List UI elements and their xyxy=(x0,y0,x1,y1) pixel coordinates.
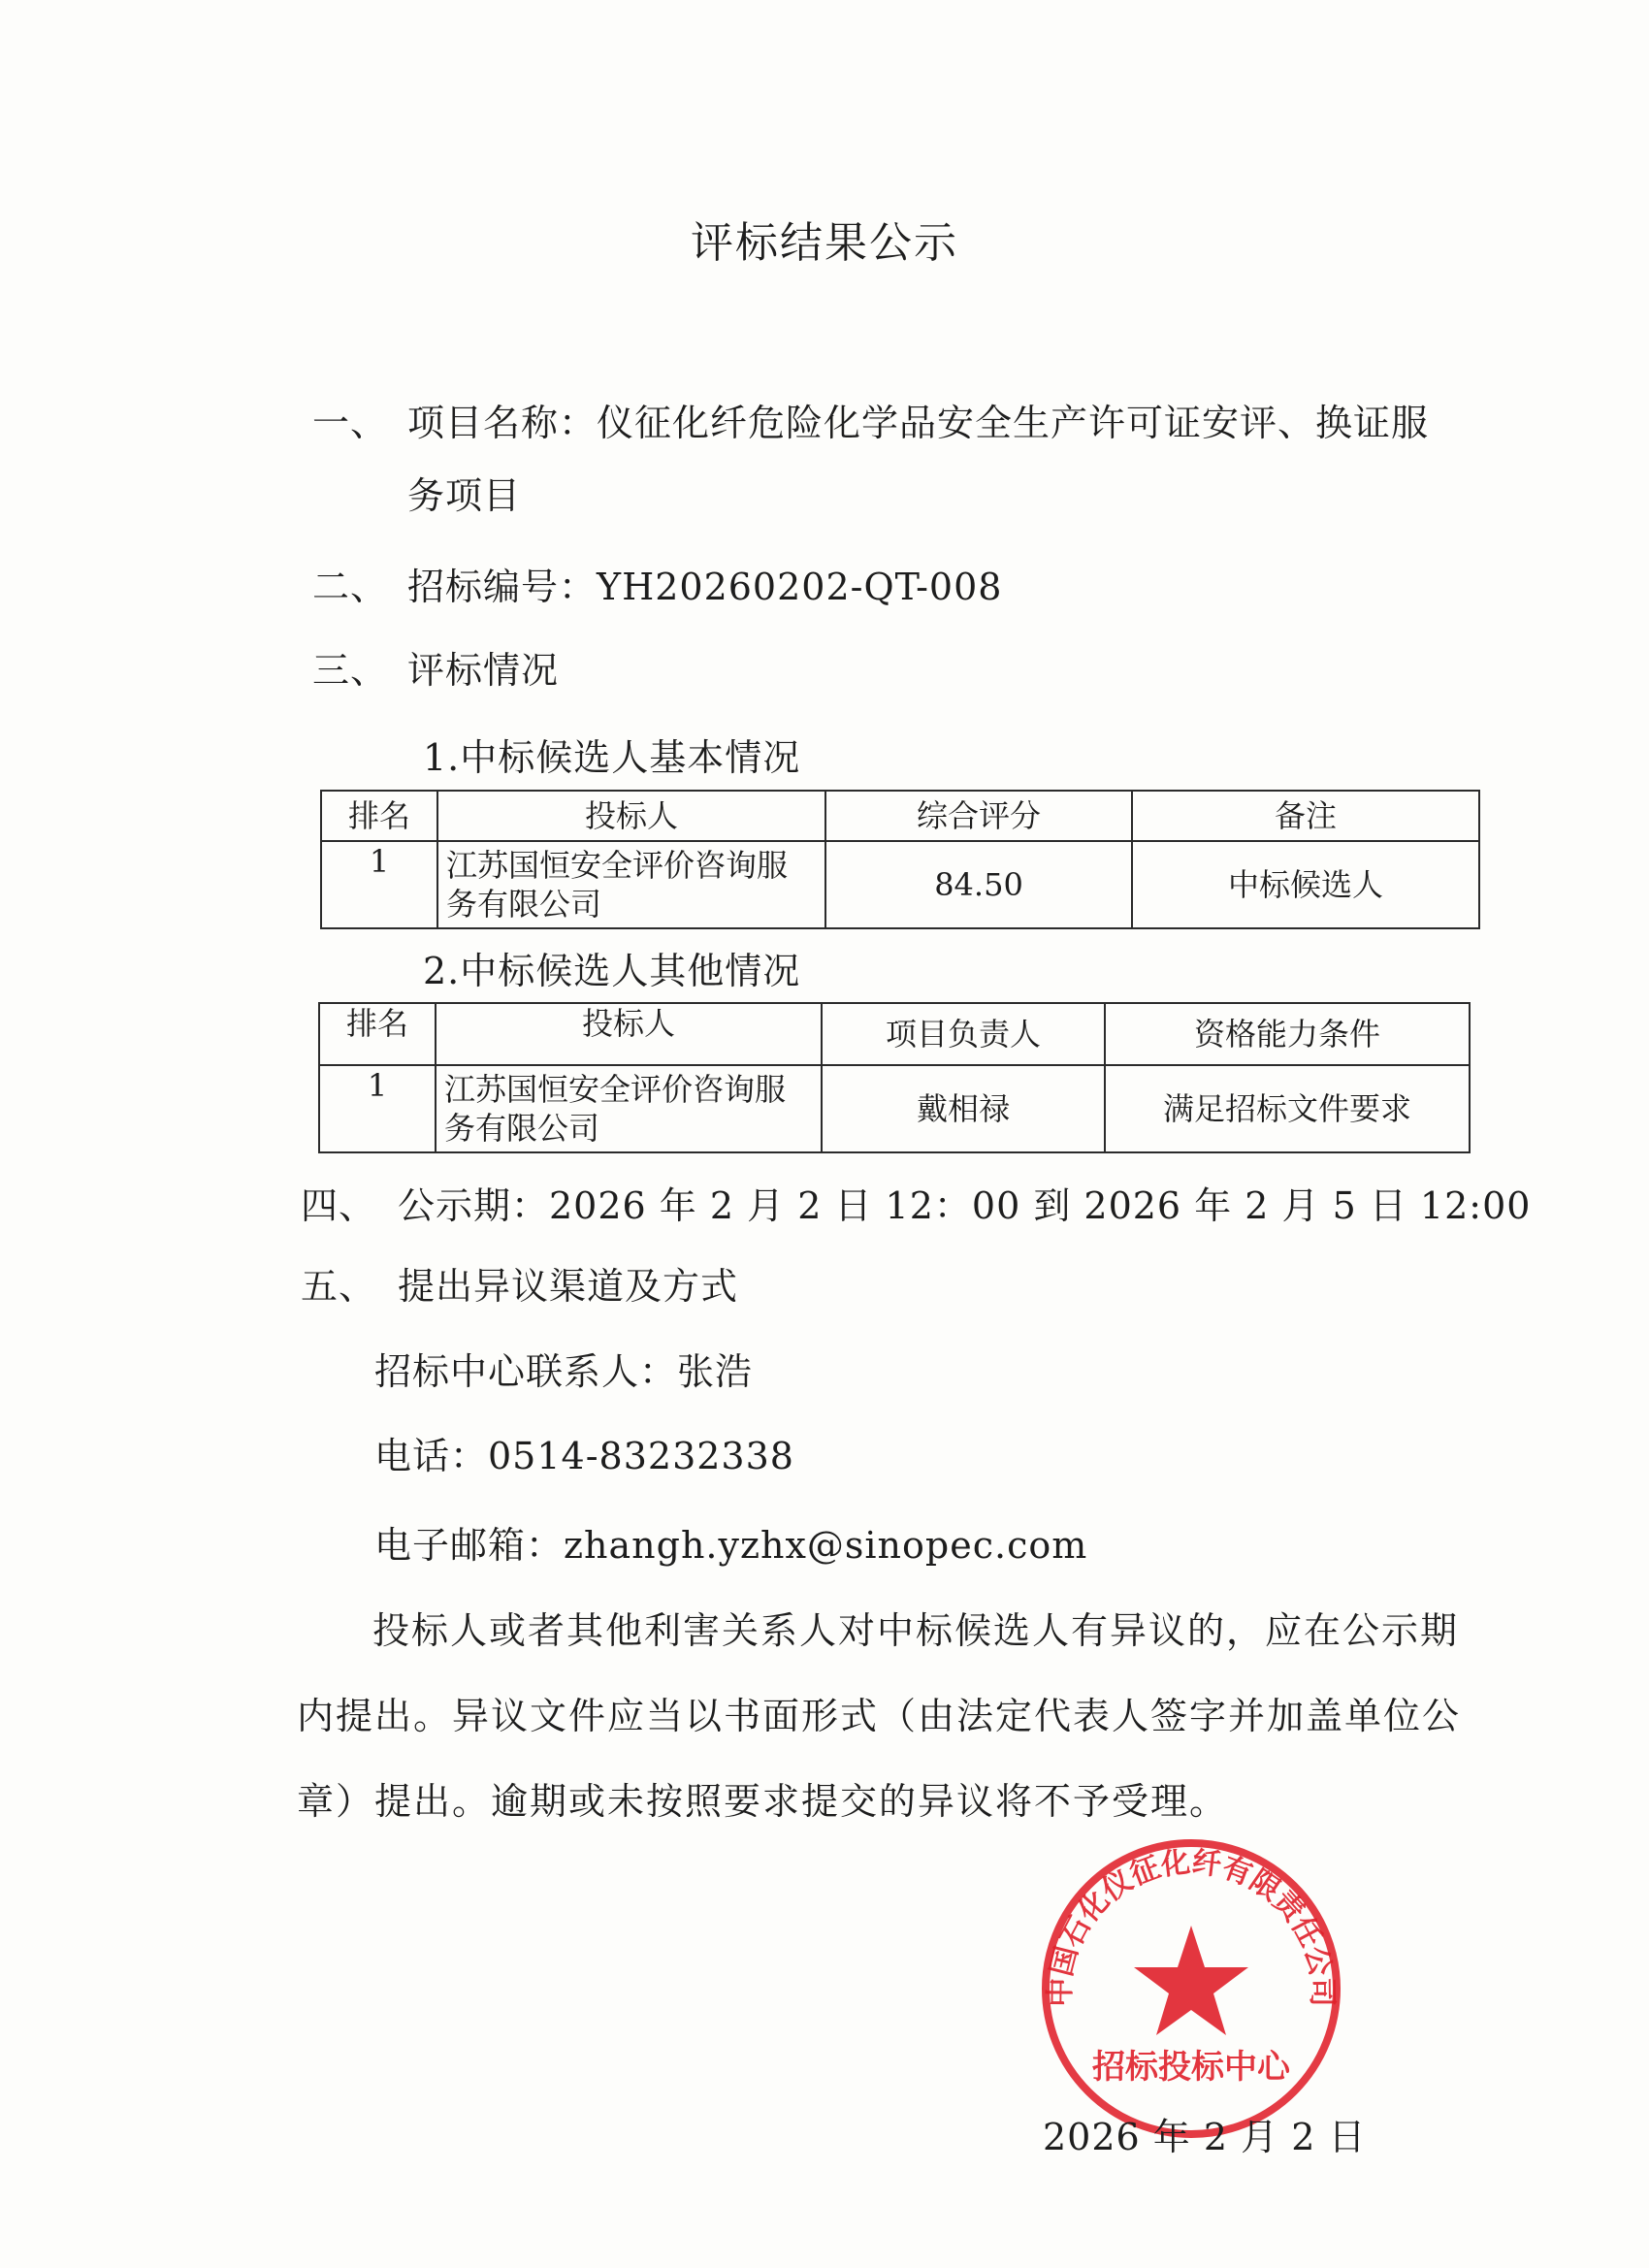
section-4-publicity-period: 公示期：2026 年 2 月 2 日 12：00 到 2026 年 2 月 5 日 12:00 xyxy=(398,1184,1532,1227)
official-seal xyxy=(1036,1833,1346,2144)
table2-header-manager: 项目负责人 xyxy=(822,1003,1105,1065)
contact-email: 电子邮箱：zhangh.yzhx@sinopec.com xyxy=(374,1524,1088,1567)
table1-header-score: 综合评分 xyxy=(825,791,1132,841)
table2-rank: 1 xyxy=(319,1065,436,1152)
issue-date: 2026 年 2 月 2 日 xyxy=(1043,2116,1367,2158)
section-2-number: 二、 xyxy=(312,566,389,608)
table1-header-note: 备注 xyxy=(1132,791,1479,841)
section-1-project-name-cont: 务项目 xyxy=(407,474,522,517)
section-2-bid-number: 招标编号：YH20260202-QT-008 xyxy=(407,566,1003,608)
notice-line-2: 内提出。异议文件应当以书面形式（由法定代表人签字并加盖单位公 xyxy=(297,1695,1462,1737)
table2-header-qualification: 资格能力条件 xyxy=(1105,1003,1470,1065)
section-3-number: 三、 xyxy=(312,649,389,692)
notice-line-3: 章）提出。逾期或未按照要求提交的异议将不予受理。 xyxy=(297,1780,1229,1823)
table1-score: 84.50 xyxy=(825,841,1132,928)
candidate-other-table xyxy=(318,1002,1471,1153)
section-3-evaluation: 评标情况 xyxy=(407,649,560,692)
table2-bidder: 江苏国恒安全评价咨询服务有限公司 xyxy=(436,1065,822,1152)
table2-header-bidder: 投标人 xyxy=(436,1003,822,1065)
section-4-number: 四、 xyxy=(301,1184,377,1227)
section-5-number: 五、 xyxy=(301,1265,377,1308)
table1-note: 中标候选人 xyxy=(1132,841,1479,928)
section-1-number: 一、 xyxy=(312,402,389,444)
page-title: 评标结果公示 xyxy=(691,218,958,268)
notice-line-1: 投标人或者其他利害关系人对中标候选人有异议的，应在公示期 xyxy=(372,1609,1460,1652)
table1-caption: 1.中标候选人基本情况 xyxy=(423,736,801,779)
table1-header-bidder: 投标人 xyxy=(437,791,825,841)
table1-rank: 1 xyxy=(321,841,437,928)
table2-manager: 戴相禄 xyxy=(822,1065,1105,1152)
section-5-objection-channel: 提出异议渠道及方式 xyxy=(398,1265,739,1308)
seal-outer-text: 中国石化仪征化纤有限责任公司 xyxy=(1043,1845,1340,2007)
table2-caption: 2.中标候选人其他情况 xyxy=(423,950,801,992)
contact-person: 招标中心联系人：张浩 xyxy=(374,1350,754,1393)
seal-star-icon xyxy=(1134,1926,1248,2035)
table1-header-rank: 排名 xyxy=(321,791,437,841)
table1-bidder: 江苏国恒安全评价咨询服务有限公司 xyxy=(437,841,825,928)
contact-phone: 电话：0514-83232338 xyxy=(374,1435,794,1477)
seal-inner-text: 招标投标中心 xyxy=(1092,2048,1290,2087)
table2-qualification: 满足招标文件要求 xyxy=(1105,1065,1470,1152)
candidate-basic-table xyxy=(320,790,1480,929)
section-1-project-name: 项目名称：仪征化纤危险化学品安全生产许可证安评、换证服 xyxy=(407,402,1430,444)
table2-header-rank: 排名 xyxy=(319,1003,436,1065)
